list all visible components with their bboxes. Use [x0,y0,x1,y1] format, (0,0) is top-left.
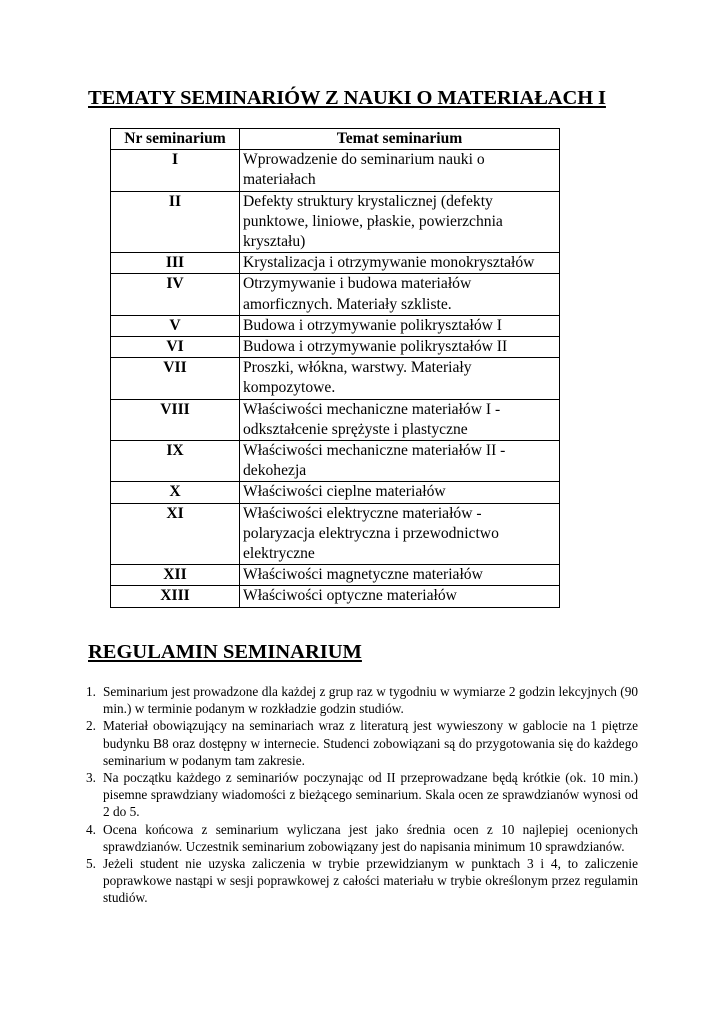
seminar-number: XIII [111,586,240,607]
list-item [86,683,638,717]
table-row [111,150,560,191]
seminar-topic: Otrzymywanie i budowa materiałów amorficznych. Materiały szkliste. [240,274,560,315]
table-row [111,565,560,586]
seminar-number: XI [111,503,240,565]
seminar-number: III [111,253,240,274]
table-row [111,586,560,607]
list-item-number: 4. [86,821,96,837]
seminar-topic: Właściwości cieplne materiałów [240,482,560,503]
seminar-number: IV [111,274,240,315]
table-row [111,482,560,503]
seminar-topic: Właściwości optyczne materiałów [240,586,560,607]
seminar-topic: Właściwości mechaniczne materiałów II - dekohezja [240,441,560,482]
list-item [86,855,638,907]
seminar-number: IX [111,441,240,482]
seminar-topic: Właściwości elektryczne materiałów - polaryzacja elektryczna i przewodnictwo elektryczne [240,503,560,565]
list-item-number: 2. [86,718,96,734]
table-row [111,503,560,565]
list-item-text: Na początku każdego z seminariów poczynając od II przeprowadzane będą krótkie (ok. 10 min.) pisemne sprawdziany wiadomości z bieżącego seminarium. Skala ocen ze sprawdzianów wynosi od 2 do 5. [103,770,638,820]
list-item-text: Materiał obowiązujący na seminariach wraz z literaturą jest wywieszony w gablocie na 1 piętrze budynku B8 oraz dostępny w internecie. Studenci zobowiązani są do przygotowania się do każdego seminarium w podanym tam zakresie. [103,718,638,768]
seminar-topic: Budowa i otrzymywanie polikryształów II [240,337,560,358]
list-item [86,769,638,821]
seminar-number: X [111,482,240,503]
page-title: TEMATY SEMINARIÓW Z NAUKI O MATERIAŁACH I [88,87,606,109]
table-row [111,274,560,315]
table-row [111,315,560,336]
list-item-number: 3. [86,770,96,786]
table-row [111,441,560,482]
seminar-number: V [111,315,240,336]
seminar-topics-table [110,128,560,608]
seminar-topic: Proszki, włókna, warstwy. Materiały kompozytowe. [240,358,560,399]
seminar-topic: Właściwości mechaniczne materiałów I - odkształcenie sprężyste i plastyczne [240,399,560,440]
list-item-text: Ocena końcowa z seminarium wyliczana jest jako średnia ocen z 10 najlepiej ocenionych sprawdzianów. Uczestnik seminarium zobowiązany jest do napisania minimum 10 sprawdzianów. [103,821,638,854]
seminar-number: VII [111,358,240,399]
list-item-text: Seminarium jest prowadzone dla każdej z grup raz w tygodniu w wymiarze 2 godzin lekcyjnych (90 min.) w terminie podanym w rozkładzie godzin studiów. [103,684,638,717]
list-item-number: 5. [86,856,96,872]
header-temat-seminarium: Temat seminarium [240,129,560,150]
table-row [111,399,560,440]
list-item-text: Jeżeli student nie uzyska zaliczenia w trybie przewidzianym w punktach 3 i 4, to zaliczenie poprawkowe nastąpi w sesji poprawkowej z całości materiału w trybie określonym przez regulamin studiów. [103,856,638,906]
table-row [111,358,560,399]
seminar-number: VIII [111,399,240,440]
table-row [111,337,560,358]
header-nr-seminarium: Nr seminarium [111,129,240,150]
list-item [86,717,638,769]
seminar-number: XII [111,565,240,586]
regulamin-title: REGULAMIN SEMINARIUM [88,641,362,663]
seminar-topic: Budowa i otrzymywanie polikryształów I [240,315,560,336]
list-item-number: 1. [86,684,96,699]
table-row [111,253,560,274]
seminar-number: VI [111,337,240,358]
seminar-topic: Defekty struktury krystalicznej (defekty punktowe, liniowe, płaskie, powierzchnia kryształu) [240,191,560,253]
seminar-number: II [111,191,240,253]
seminar-topic: Właściwości magnetyczne materiałów [240,565,560,586]
seminar-topic: Krystalizacja i otrzymywanie monokryształów [240,253,560,274]
seminar-topic: Wprowadzenie do seminarium nauki o materiałach [240,150,560,191]
list-item [86,821,638,855]
seminar-number: I [111,150,240,191]
table-row [111,191,560,253]
table-header-row [111,129,560,150]
regulamin-list [86,683,638,907]
